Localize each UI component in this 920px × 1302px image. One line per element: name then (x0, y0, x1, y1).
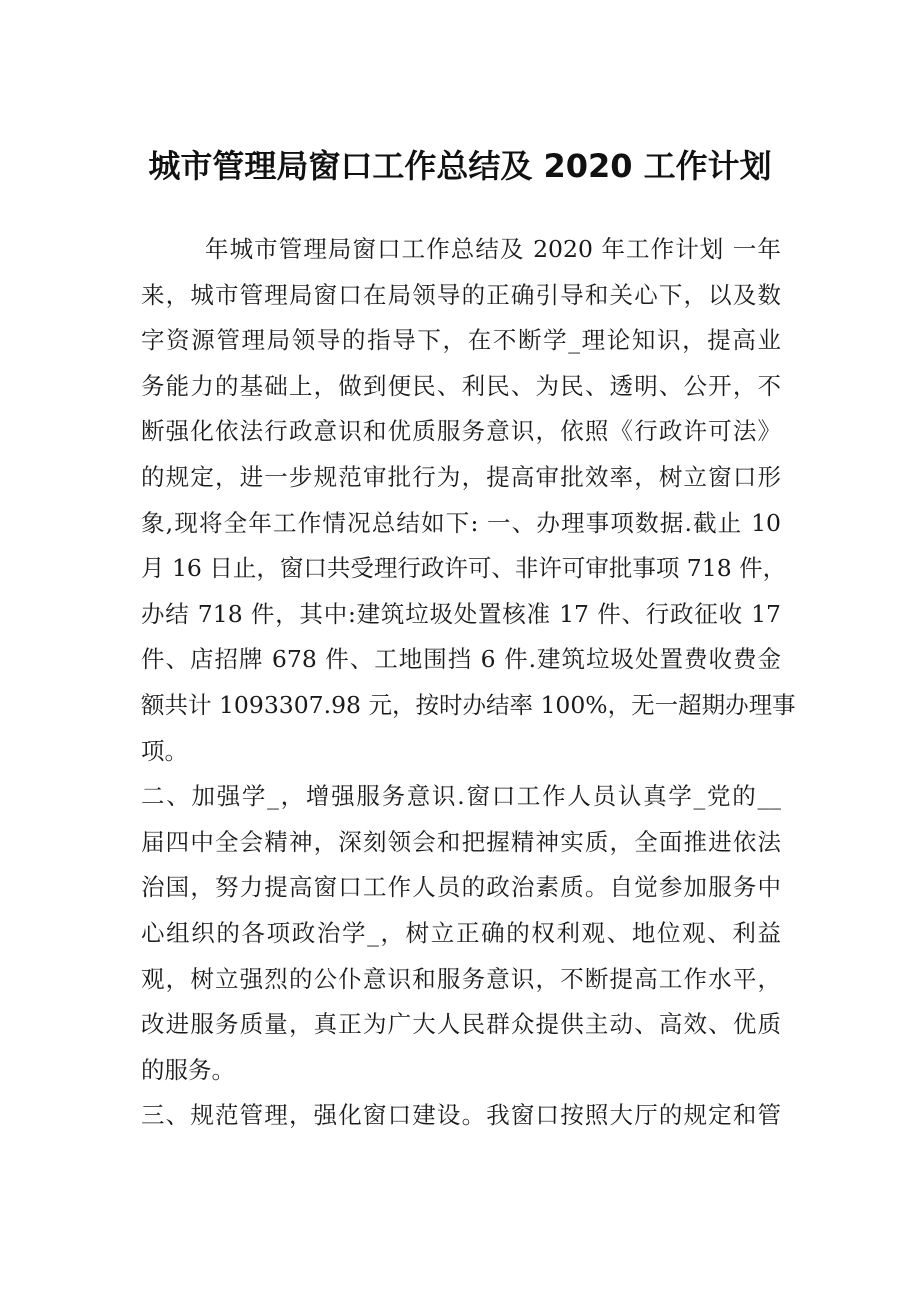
body-line: 件、店招牌 678 件、工地围挡 6 件.建筑垃圾处置费收费金 (141, 645, 781, 674)
body-line: 务能力的基础上，做到便民、利民、为民、透明、公开，不 (141, 371, 781, 400)
body-line: 象,现将全年工作情况总结如下: 一、办理事项数据.截止 10 (141, 508, 781, 537)
body-line: 三、规范管理，强化窗口建设。我窗口按照大厅的规定和管 (141, 1101, 781, 1130)
document-body (141, 227, 796, 1139)
body-line: 办结 718 件，其中:建筑垃圾处置核准 17 件、行政征收 17 (141, 599, 781, 628)
body-line: 的规定，进一步规范审批行为，提高审批效率，树立窗口形 (141, 462, 781, 491)
body-line: 字资源管理局领导的指导下，在不断学_理论知识，提高业 (141, 326, 781, 355)
body-line: 来，城市管理局窗口在局领导的正确引导和关心下，以及数 (141, 280, 781, 309)
body-line: 的服务。 (141, 1055, 235, 1084)
body-line: 项。 (141, 736, 188, 765)
body-line: 月 16 日止，窗口共受理行政许可、非许可审批事项 718 件， (141, 554, 787, 583)
body-line: 额共计 1093307.98 元，按时办结率 100%，无一超期办理事 (141, 690, 796, 719)
body-line: 观，树立强烈的公仆意识和服务意识，不断提高工作水平， (141, 964, 781, 993)
body-line: 治国，努力提高窗口工作人员的政治素质。自觉参加服务中 (141, 873, 781, 902)
document-title: 城市管理局窗口工作总结及 2020 工作计划 (148, 147, 772, 185)
body-line: 年城市管理局窗口工作总结及 2020 年工作计划 一年 (205, 235, 781, 263)
body-line: 改进服务质量，真正为广大人民群众提供主动、高效、优质 (141, 1010, 781, 1039)
body-line: 断强化依法行政意识和优质服务意识，依照《行政许可法》 (141, 417, 781, 446)
body-line: 二、加强学_，增强服务意识.窗口工作人员认真学_党的__ (141, 782, 781, 811)
body-line: 心组织的各项政治学_，树立正确的权利观、地位观、利益 (141, 918, 781, 947)
body-line: 届四中全会精神，深刻领会和把握精神实质，全面推进依法 (141, 827, 781, 856)
